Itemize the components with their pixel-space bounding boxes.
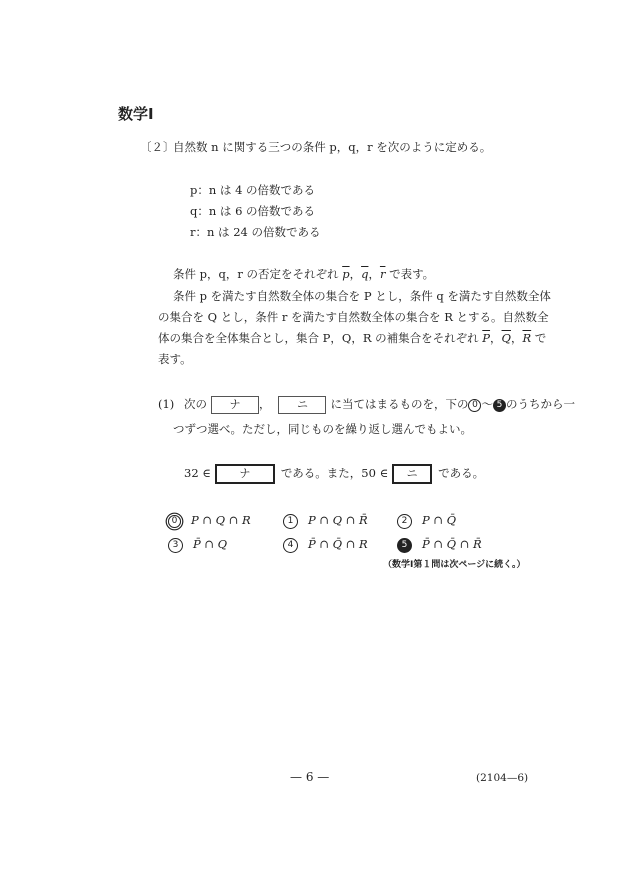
subq-lead: 次の bbox=[183, 397, 207, 411]
choice-2[interactable] bbox=[397, 513, 456, 529]
answer-box-ni[interactable]: ニ bbox=[278, 396, 326, 414]
neg-p: $\overline{p}$ bbox=[342, 267, 350, 281]
continuation-note: （数学Ⅰ第１問は次ページに続く。） bbox=[383, 560, 526, 570]
negation-line: 条件 p，q，r の否定をそれぞれ $\overline{p}$，$\overline{q}$，$\overline{r}$ で表す。 bbox=[173, 267, 435, 281]
choice-1[interactable] bbox=[283, 513, 368, 529]
exam-code: (2104—6) bbox=[476, 772, 529, 784]
choice-1-text: P ∩ Q ∩ R̄ bbox=[308, 513, 368, 527]
comp-R: $\overline{R}$ bbox=[522, 331, 532, 345]
problem-number: 〔２〕 bbox=[140, 140, 175, 154]
statement-line bbox=[184, 464, 484, 484]
condition-p: p：n は 4 の倍数である bbox=[190, 183, 316, 197]
para-line-3-prefix: 体の集合を全体集合とし，集合 P，Q，R の補集合をそれぞれ bbox=[158, 331, 483, 345]
subject-title: 数学Ⅰ bbox=[118, 105, 154, 123]
comp-P: $\overline{P}$ bbox=[482, 331, 491, 345]
negation-prefix: 条件 p，q，r の否定をそれぞれ bbox=[173, 267, 343, 281]
range-to-marker: 5 bbox=[493, 399, 506, 412]
choice-0[interactable] bbox=[168, 513, 251, 528]
range-from-marker: 0 bbox=[468, 399, 481, 412]
neg-r: $\overline{r}$ bbox=[379, 267, 386, 281]
choice-3-text: P̄ ∩ Q bbox=[193, 537, 228, 551]
para-line-2: の集合を Q とし，条件 r を満たす自然数全体の集合を R とする。自然数全 bbox=[158, 310, 549, 324]
neg-q: $\overline{q}$ bbox=[361, 267, 369, 281]
choice-3[interactable] bbox=[168, 537, 227, 553]
choice-4-marker: 4 bbox=[283, 538, 298, 553]
para-line-1: 条件 p を満たす自然数全体の集合を P とし，条件 q を満たす自然数全体 bbox=[173, 289, 551, 303]
stmt-box-ni[interactable]: ニ bbox=[392, 464, 432, 484]
subq-comma: ， bbox=[258, 397, 271, 411]
choice-4-text: P̄ ∩ Q̄ ∩ R bbox=[308, 537, 368, 551]
stmt-box-na[interactable]: ナ bbox=[215, 464, 275, 484]
stmt-part-1: 32 ∈ bbox=[184, 466, 211, 480]
choice-2-text: P ∩ Q̄ bbox=[422, 513, 457, 527]
condition-r: r：n は 24 の倍数である bbox=[190, 225, 321, 239]
choice-5-marker: 5 bbox=[397, 538, 412, 553]
para-line-3: 体の集合を全体集合とし，集合 P，Q，R の補集合をそれぞれ $\overline{P}$，$\overline{Q}$，$\overline{R}$ で bbox=[158, 331, 547, 345]
subq-end: のうちから一 bbox=[505, 397, 575, 411]
negation-suffix: で表す。 bbox=[385, 267, 435, 281]
condition-q: q：n は 6 の倍数である bbox=[190, 204, 316, 218]
choice-3-marker: 3 bbox=[168, 538, 183, 553]
comp-Q: $\overline{Q}$ bbox=[501, 331, 511, 345]
choice-1-marker: 1 bbox=[283, 514, 298, 529]
para-line-3-suffix: で bbox=[531, 331, 547, 345]
answer-box-na[interactable]: ナ bbox=[211, 396, 259, 414]
page-number: — 6 — bbox=[290, 770, 330, 784]
subq-rest: に当てはまるものを，下の bbox=[330, 397, 469, 411]
subq-line-1 bbox=[158, 396, 575, 414]
stmt-part-2: である。また，50 ∈ bbox=[280, 466, 389, 480]
para-line-4: 表す。 bbox=[158, 352, 192, 366]
choice-4[interactable] bbox=[283, 537, 368, 553]
subq-line-2: つずつ選べ。ただし，同じものを繰り返し選んでもよい。 bbox=[173, 422, 472, 436]
choice-5-text: P̄ ∩ Q̄ ∩ R̄ bbox=[422, 537, 482, 551]
choice-0-marker: 0 bbox=[168, 515, 181, 528]
choice-5[interactable] bbox=[397, 537, 482, 553]
range-sep: ～ bbox=[481, 397, 493, 411]
problem-intro: 自然数 n に関する三つの条件 p，q，r を次のように定める。 bbox=[173, 140, 492, 154]
subq-label: (1) bbox=[158, 397, 175, 411]
choice-0-text: P ∩ Q ∩ R bbox=[191, 513, 251, 527]
stmt-part-3: である。 bbox=[438, 466, 485, 480]
choice-2-marker: 2 bbox=[397, 514, 412, 529]
